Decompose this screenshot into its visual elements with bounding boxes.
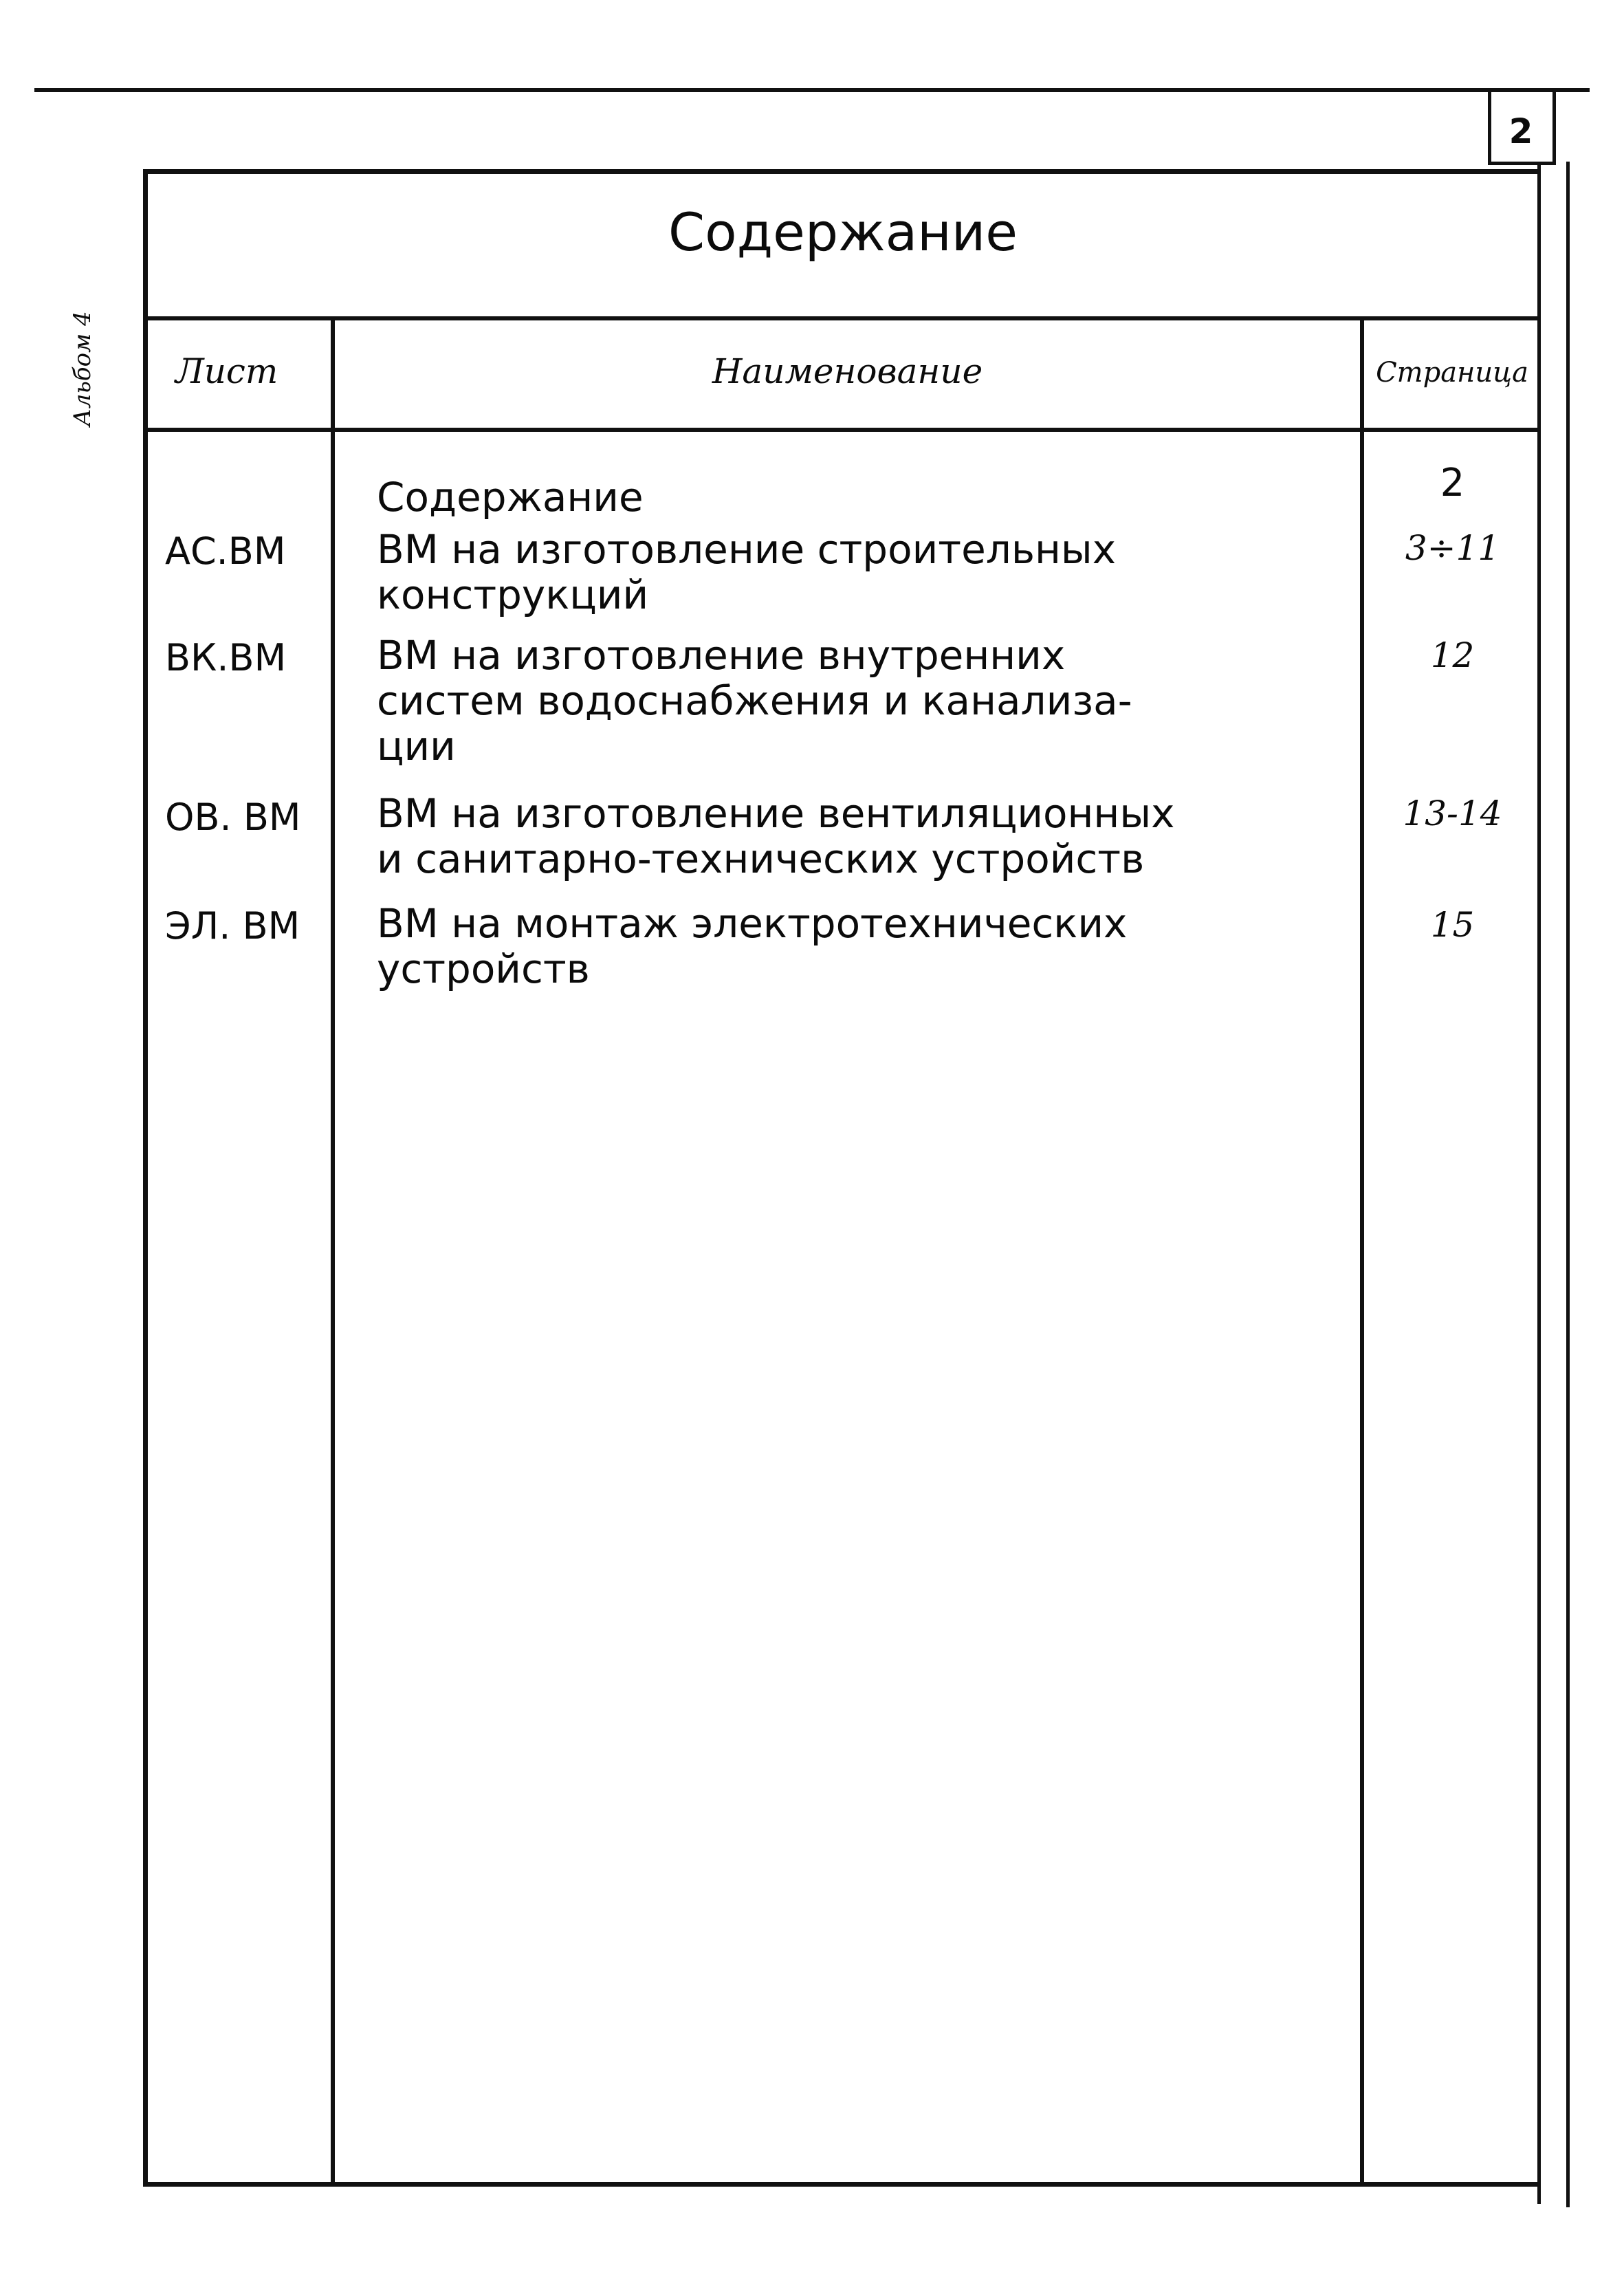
page-number-box-right [1552,89,1556,164]
table-row-page: 13-14 [1403,794,1502,833]
name-line: ВМ на монтаж электротехнических [377,901,1128,947]
page-number-box-bottom [1488,162,1556,165]
top-border-line [34,88,1590,92]
name-line: систем водоснабжения и канализа- [377,677,1132,724]
table-row-code: ВК.ВМ [165,636,287,679]
table-row-name [377,791,1367,882]
name-line: ВМ на изготовление строительных [377,527,1117,573]
album-stamp: Альбом 4 [69,311,96,426]
header-separator [143,428,1541,432]
table-row-page: 2 [1440,461,1465,505]
page-title: Содержание [668,201,1018,263]
table-row-code: ЭЛ. ВМ [165,904,300,948]
right-margin-outer-line [1566,162,1570,2207]
name-line: Содержание [377,474,644,520]
name-line: конструкций [377,571,649,617]
header-page: Страница [1376,357,1528,389]
name-line: и санитарно-технических устройств [377,835,1145,882]
table-row-page: 12 [1430,635,1475,675]
table-row-name [377,527,1367,617]
page-number: 2 [1508,111,1533,151]
header-name: Наименование [712,351,983,391]
table-row-code: ОВ. ВМ [165,796,301,839]
frame-left [143,169,148,2185]
table-row-page: 3÷11 [1405,528,1500,568]
column-divider-sheet [331,316,335,2187]
table-row-name [377,633,1367,769]
name-line: устройств [377,945,590,992]
table-row-name [377,474,1367,520]
name-line: ВМ на изготовление вентиляционных [377,791,1175,837]
name-line: ВМ на изготовление внутренних [377,633,1066,679]
header-sheet: Лист [175,351,278,391]
table-row-name [377,901,1367,992]
table-row-code: АС.ВМ [165,529,286,573]
frame-top [143,169,1541,174]
title-separator [143,316,1541,320]
table-row-page: 15 [1430,905,1475,945]
name-line: ции [377,723,456,769]
frame-bottom [143,2182,1541,2187]
